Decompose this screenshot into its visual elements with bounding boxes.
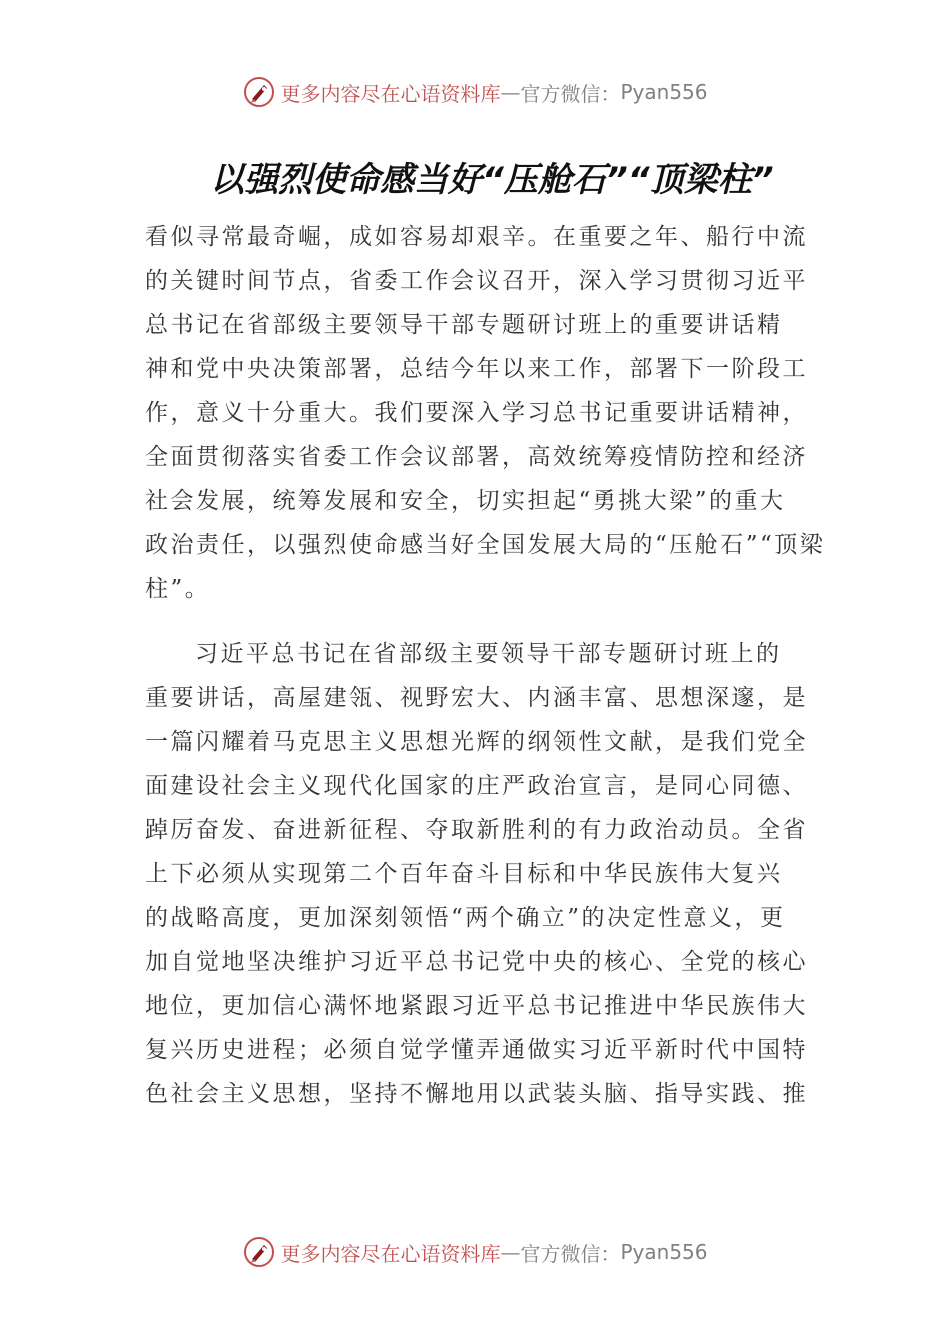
paragraph-line: 看似寻常最奇崛，成如容易却艰辛。在重要之年、船行中流	[145, 224, 808, 250]
paragraph-line: 加自觉地坚决维护习近平总书记党中央的核心、全党的核心	[145, 949, 808, 975]
footer-banner	[0, 1230, 950, 1274]
paragraph-line: 总书记在省部级主要领导干部专题研讨班上的重要讲话精	[145, 312, 783, 338]
banner-official-label: 官方微信：	[520, 81, 621, 106]
paragraph-line: 地位，更加信心满怀地紧跟习近平总书记推进中华民族伟大	[145, 993, 808, 1019]
paragraph-line: 神和党中央决策部署，总结今年以来工作，部署下一阶段工	[145, 356, 808, 382]
paragraph-line: 社会发展，统筹发展和安全，切实担起“勇挑大梁”的重大	[145, 488, 786, 514]
paragraph-line: 色社会主义思想，坚持不懈地用以武装头脑、指导实践、推	[145, 1081, 808, 1107]
paragraph-line: 全面贯彻落实省委工作会议部署，高效统筹疫情防控和经济	[145, 444, 808, 470]
paragraph-line: 的关键时间节点，省委工作会议召开，深入学习贯彻习近平	[145, 268, 808, 294]
paragraph-line: 踔厉奋发、奋进新征程、夺取新胜利的有力政治动员。全省	[145, 817, 808, 843]
paragraph-line: 上下必须从实现第二个百年奋斗目标和中华民族伟大复兴	[145, 861, 783, 887]
paragraph-line: 作，意义十分重大。我们要深入学习总书记重要讲话精神，	[145, 400, 808, 426]
paragraph-line: 一篇闪耀着马克思主义思想光辉的纲领性文献，是我们党全	[145, 729, 808, 755]
paragraph-1	[145, 215, 826, 611]
document-title: 以强烈使命感当好“压舱石”“顶梁柱”	[210, 160, 774, 200]
paragraph-line: 面建设社会主义现代化国家的庄严政治宣言，是同心同德、	[145, 773, 808, 799]
paragraph-2	[145, 632, 810, 1116]
banner-dash: —	[500, 80, 521, 104]
paragraph-line: 柱”。	[145, 576, 211, 602]
banner-main-text: 更多内容尽在心语资料库	[280, 1241, 501, 1266]
paragraph-line: 习近平总书记在省部级主要领导干部专题研讨班上的	[195, 641, 782, 667]
paragraph-line: 重要讲话，高屋建瓴、视野宏大、内涵丰富、思想深邃，是	[145, 685, 808, 711]
header-banner	[0, 70, 950, 114]
paragraph-line: 的战略高度，更加深刻领悟“两个确立”的决定性意义，更	[145, 905, 786, 931]
pen-nib-logo-icon	[242, 75, 276, 109]
banner-wechat-id: Pyan556	[620, 1240, 708, 1264]
paragraph-line: 复兴历史进程；必须自觉学懂弄通做实习近平新时代中国特	[145, 1037, 808, 1063]
banner-wechat-id: Pyan556	[620, 80, 708, 104]
pen-nib-logo-icon	[242, 1235, 276, 1269]
banner-main-text: 更多内容尽在心语资料库	[280, 81, 501, 106]
banner-official-label: 官方微信：	[520, 1241, 621, 1266]
paragraph-line: 政治责任，以强烈使命感当好全国发展大局的“压舱石”“顶梁	[145, 532, 826, 558]
banner-dash: —	[500, 1240, 521, 1264]
